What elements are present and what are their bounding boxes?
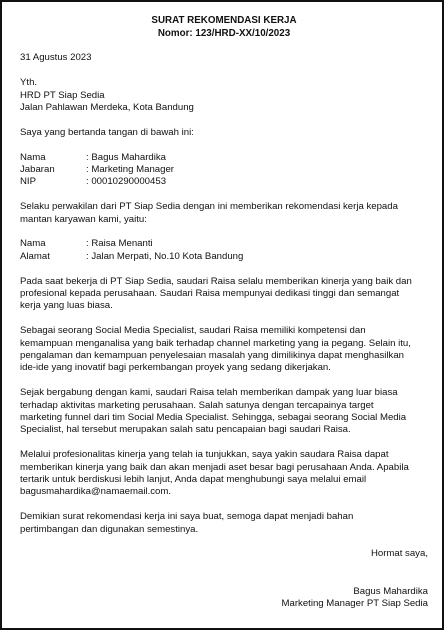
paragraph-line: kemampuan menganalisa yang baik terhadap channel marketing yang ia pegang. Selain itu, [20, 337, 411, 349]
recipient-greeting: Yth. [20, 77, 38, 89]
paragraph-performance [20, 276, 428, 313]
closing-salutation: Hormat saya, [370, 548, 428, 560]
recipient-address: Jalan Pahlawan Merdeka, Kota Bandung [20, 102, 194, 113]
employee-details [20, 238, 428, 263]
employee-value: : Jalan Merpati, No.10 Kota Bandung [86, 250, 244, 262]
signer-label: NIP [20, 176, 36, 188]
paragraph-line: Pada saat bekerja di PT Siap Sedia, saudari Raisa selalu memberikan kinerja yang baik dan [20, 275, 412, 287]
paragraph-line: profesional kepada perusahaan. Saudari Raisa mempunyai dedikasi tinggi dan semangat [20, 288, 400, 300]
paragraph-line: terhadap aktivitas marketing perusahaan. Salah satunya dengan tercapainya target [20, 399, 374, 411]
signer-value: : Bagus Mahardika [86, 151, 166, 163]
paragraph-closing [20, 511, 428, 536]
intro-text: Saya yang bertanda tangan di bawah ini: [20, 126, 194, 138]
paragraph-line: tertarik untuk berdiskusi lebih lanjut, Anda dapat menghubungi saya melalui email [20, 474, 367, 486]
paragraph-competence [20, 325, 428, 375]
paragraph-line: pertimbangan dan digunakan semestinya. [20, 523, 199, 535]
paragraph-line: Demikian surat rekomendasi kerja ini saya buat, semoga dapat menjadi bahan [20, 511, 354, 523]
letter-body [20, 15, 428, 610]
signer-label: Jabaran [20, 164, 55, 175]
signer-details [20, 152, 428, 189]
recipient-name: HRD PT Siap Sedia [20, 89, 105, 101]
recommend-intro-line: mantan karyawan kami, yaitu: [20, 213, 147, 225]
signer-row [20, 164, 428, 176]
signer-label: Nama [20, 151, 46, 163]
employee-label: Alamat [20, 250, 50, 262]
paragraph-line: Sebagai seorang Social Media Specialist, saudari Raisa memiliki kompetensi dan [20, 325, 366, 337]
contact-email: bagusmahardika@namaemail.com. [20, 486, 172, 498]
paragraph-line: memberikan kinerja yang baik dan akan menjadi aset besar bagi perusahaan Anda. Apabila [20, 461, 409, 473]
paragraph-contact [20, 449, 428, 499]
employee-row [20, 238, 428, 250]
signer-row [20, 152, 428, 164]
recommend-intro-line: Selaku perwakilan dari PT Siap Sedia dengan ini memberikan rekomendasi kerja kepada [20, 201, 398, 213]
letter-title: SURAT REKOMENDASI KERJA [151, 15, 297, 26]
employee-value: : Raisa Menanti [86, 238, 153, 250]
employee-row [20, 251, 428, 263]
paragraph-line: Melalui profesionalitas kinerja yang telah ia tunjukkan, saya yakin saudara Raisa dapat [20, 449, 389, 461]
signer-row [20, 176, 428, 188]
paragraph-line: Sejak bergabung dengan kami, saudari Raisa telah memberikan dampak yang luar biasa [20, 387, 398, 399]
letter-number: Nomor: 123/HRD-XX/10/2023 [157, 27, 291, 39]
paragraph-line: Specialist, hal tersebut merupakan salah satu pencapaian bagi saudari Raisa. [20, 424, 351, 436]
paragraph-line: kerja yang luas biasa. [20, 300, 113, 312]
letter-date: 31 Agustus 2023 [20, 52, 92, 64]
paragraph-impact [20, 387, 428, 437]
paragraph-line: pengalaman dan kemampuan penyelesaian masalah yang dimilikinya dapat menghasilkan [20, 350, 404, 362]
paragraph-line: ide-ide yang inovatif bagi perkembangan proyek yang sedang dikerjakan. [20, 362, 331, 374]
paragraph-line: marketing funnel dari tim Social Media Specialist. Sehingga, sebagai seorang Social Media [20, 412, 407, 424]
signer-position: Marketing Manager PT Siap Sedia [281, 598, 428, 610]
signer-value: : 00010290000453 [86, 176, 167, 188]
employee-label: Nama [20, 238, 46, 250]
signer-name: Bagus Mahardika [353, 585, 428, 597]
signer-value: : Marketing Manager [86, 164, 174, 175]
